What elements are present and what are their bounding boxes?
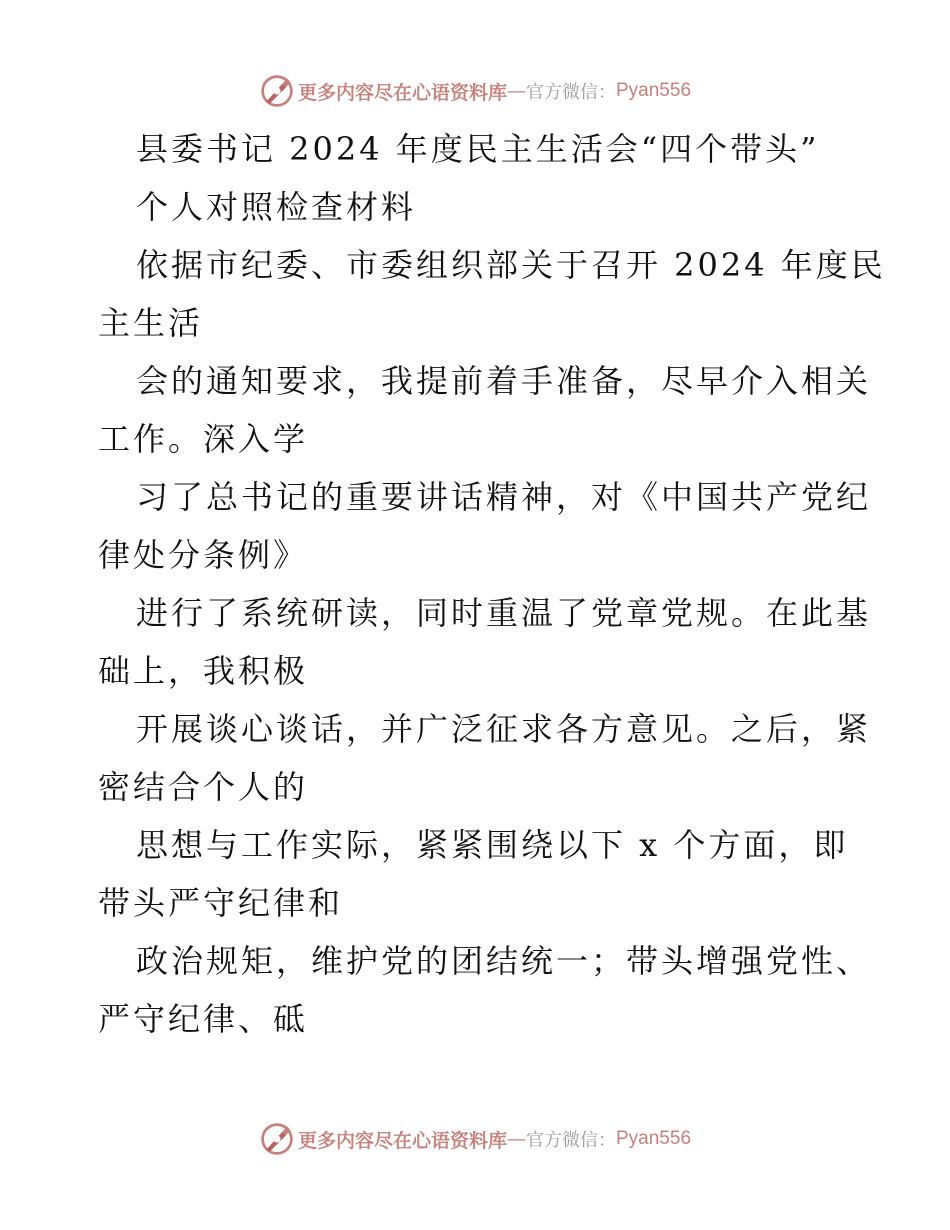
- doc-text-line: 础上，我积极: [98, 652, 309, 690]
- doc-text-line: 工作。深入学: [98, 420, 309, 458]
- doc-text-line: 思想与工作实际，紧紧围绕以下 x 个方面，即: [136, 826, 849, 864]
- watermark-dash: —: [507, 1128, 526, 1150]
- pen-logo-icon: [259, 1121, 295, 1157]
- footer-watermark: [0, 1119, 950, 1159]
- pen-logo-icon: [259, 73, 295, 109]
- doc-title-line-1: 县委书记 2024 年度民主生活会“四个带头”: [136, 130, 820, 168]
- doc-text-line: 进行了系统研读，同时重温了党章党规。在此基: [136, 594, 872, 632]
- watermark-sub-text: 官方微信：: [526, 1130, 616, 1151]
- doc-text-line: 律处分条例》: [98, 536, 309, 574]
- watermark-main-text: 更多内容尽在心语资料库: [297, 81, 507, 104]
- watermark-main-text: 更多内容尽在心语资料库: [297, 1129, 507, 1152]
- doc-text-line: 依据市纪委、市委组织部关于召开 2024 年度民: [136, 246, 886, 284]
- watermark-dash: —: [507, 80, 526, 102]
- watermark-wechat-id: Pyan556: [616, 1128, 692, 1149]
- doc-text-line: 开展谈心谈话，并广泛征求各方意见。之后，紧: [136, 710, 872, 748]
- doc-text-line: 带头严守纪律和: [98, 884, 344, 922]
- doc-title-line-2: 个人对照检查材料: [136, 188, 417, 226]
- doc-text-line: 严守纪律、砥: [98, 1000, 309, 1038]
- doc-text-line: 主生活: [98, 304, 204, 342]
- doc-text-line: 会的通知要求，我提前着手准备，尽早介入相关: [136, 362, 872, 400]
- doc-text-line: 政治规矩，维护党的团结统一；带头增强党性、: [136, 942, 872, 980]
- doc-text-line: 习了总书记的重要讲话精神，对《中国共产党纪: [136, 478, 872, 516]
- header-watermark: [0, 71, 950, 111]
- document-body: [98, 120, 886, 1048]
- doc-text-line: 密结合个人的: [98, 768, 309, 806]
- watermark-sub-text: 官方微信：: [526, 82, 616, 103]
- watermark-wechat-id: Pyan556: [616, 80, 692, 101]
